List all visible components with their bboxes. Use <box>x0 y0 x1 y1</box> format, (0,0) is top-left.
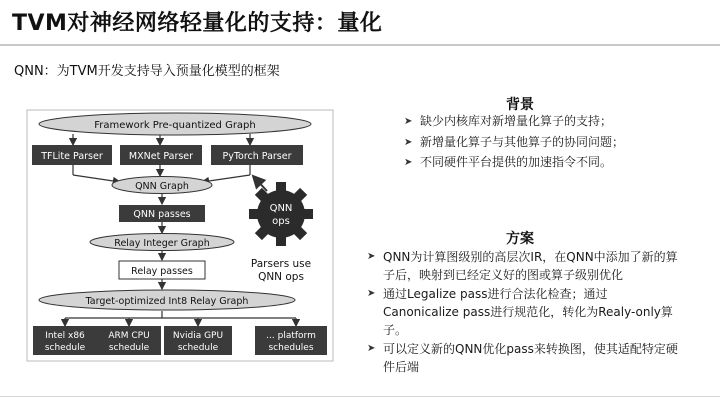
background-heading: 背景 <box>506 97 534 113</box>
arrow-bullet-icon: ➤ <box>367 251 376 262</box>
list-item-text: 不同硬件平台提供的加速指令不同。 <box>420 155 613 169</box>
relay-integer-graph-node <box>90 234 234 251</box>
gear-icon <box>249 182 313 246</box>
schedule-line1: ... platform <box>266 331 316 341</box>
list-item <box>367 340 687 376</box>
framework-graph-node <box>39 113 311 135</box>
arrow-bullet-icon: ➤ <box>367 343 376 354</box>
schedule-line1: ARM CPU <box>108 331 150 341</box>
solution-heading: 方案 <box>506 231 534 247</box>
schedule-intel <box>33 326 97 355</box>
schedule-line2: schedules <box>268 343 314 353</box>
list-item-text: QNN为计算图级别的高层次IR，在QNN中添加了新的算子后，映射到已经定义好的图或算子级别优化 <box>383 250 678 282</box>
solution-list <box>367 248 687 377</box>
parser-mxnet <box>120 145 202 165</box>
list-item-text: 缺少内核库对新增量化算子的支持； <box>420 114 613 128</box>
list-item-text: 可以定义新的QNN优化pass来转换图，使其适配特定硬件后端 <box>383 342 678 374</box>
target-graph-node <box>39 290 295 310</box>
parsers-use-line2: QNN ops <box>258 271 304 283</box>
schedule-line2: schedule <box>177 343 219 353</box>
parser-tflite <box>32 145 112 165</box>
list-item <box>367 285 687 339</box>
parser-label: TFLite Parser <box>41 151 103 162</box>
parsers-use-line1: Parsers use <box>250 258 312 270</box>
parser-label: PyTorch Parser <box>222 151 292 162</box>
list-item <box>367 248 687 284</box>
gear-label-line2: ops <box>272 216 290 227</box>
target-graph-label: Target-optimized Int8 Relay Graph <box>85 296 249 307</box>
arrow-bullet-icon: ➤ <box>404 157 413 168</box>
schedule-line1: Nvidia GPU <box>172 331 224 341</box>
list-item-text: 新增量化算子与其他算子的协同问题； <box>420 134 625 149</box>
arrow-bullet-icon: ➤ <box>367 288 376 299</box>
schedule-line2: schedule <box>44 343 86 353</box>
list-item <box>404 153 704 173</box>
slide-subtitle: QNN：为TVM开发支持导入预量化模型的框架 <box>14 64 280 79</box>
arrow-bullet-icon: ➤ <box>404 116 413 127</box>
list-item-text: 通过Legalize pass进行合法化检查；通过 Canonicalize pass进行规范化，转化为Realy-only算子。 <box>383 287 673 337</box>
parser-label: MXNet Parser <box>128 151 194 162</box>
slide-title: TVM对神经网络轻量化的支持：量化 <box>12 11 383 36</box>
parser-pytorch <box>211 145 303 165</box>
schedule-line2: schedule <box>108 343 150 353</box>
bottom-divider <box>0 396 720 397</box>
relay-passes-node <box>119 261 205 279</box>
list-item <box>404 133 704 153</box>
schedule-nvidia <box>164 326 232 355</box>
schedule-platform <box>255 326 327 355</box>
list-item <box>404 112 704 132</box>
qnn-graph-node <box>112 177 212 194</box>
framework-graph-label: Framework Pre-quantized Graph <box>94 120 256 131</box>
arrow-bullet-icon: ➤ <box>404 136 413 148</box>
background-list <box>404 112 704 174</box>
schedule-arm <box>97 326 161 355</box>
schedule-line1: Intel x86 <box>45 331 85 341</box>
qnn-passes-node <box>119 205 205 222</box>
relay-passes-label: Relay passes <box>131 266 193 277</box>
qnn-graph-label: QNN Graph <box>135 181 189 192</box>
relay-integer-graph-label: Relay Integer Graph <box>114 238 210 249</box>
gear-label-line1: QNN <box>269 203 293 214</box>
qnn-passes-label: QNN passes <box>133 209 191 220</box>
